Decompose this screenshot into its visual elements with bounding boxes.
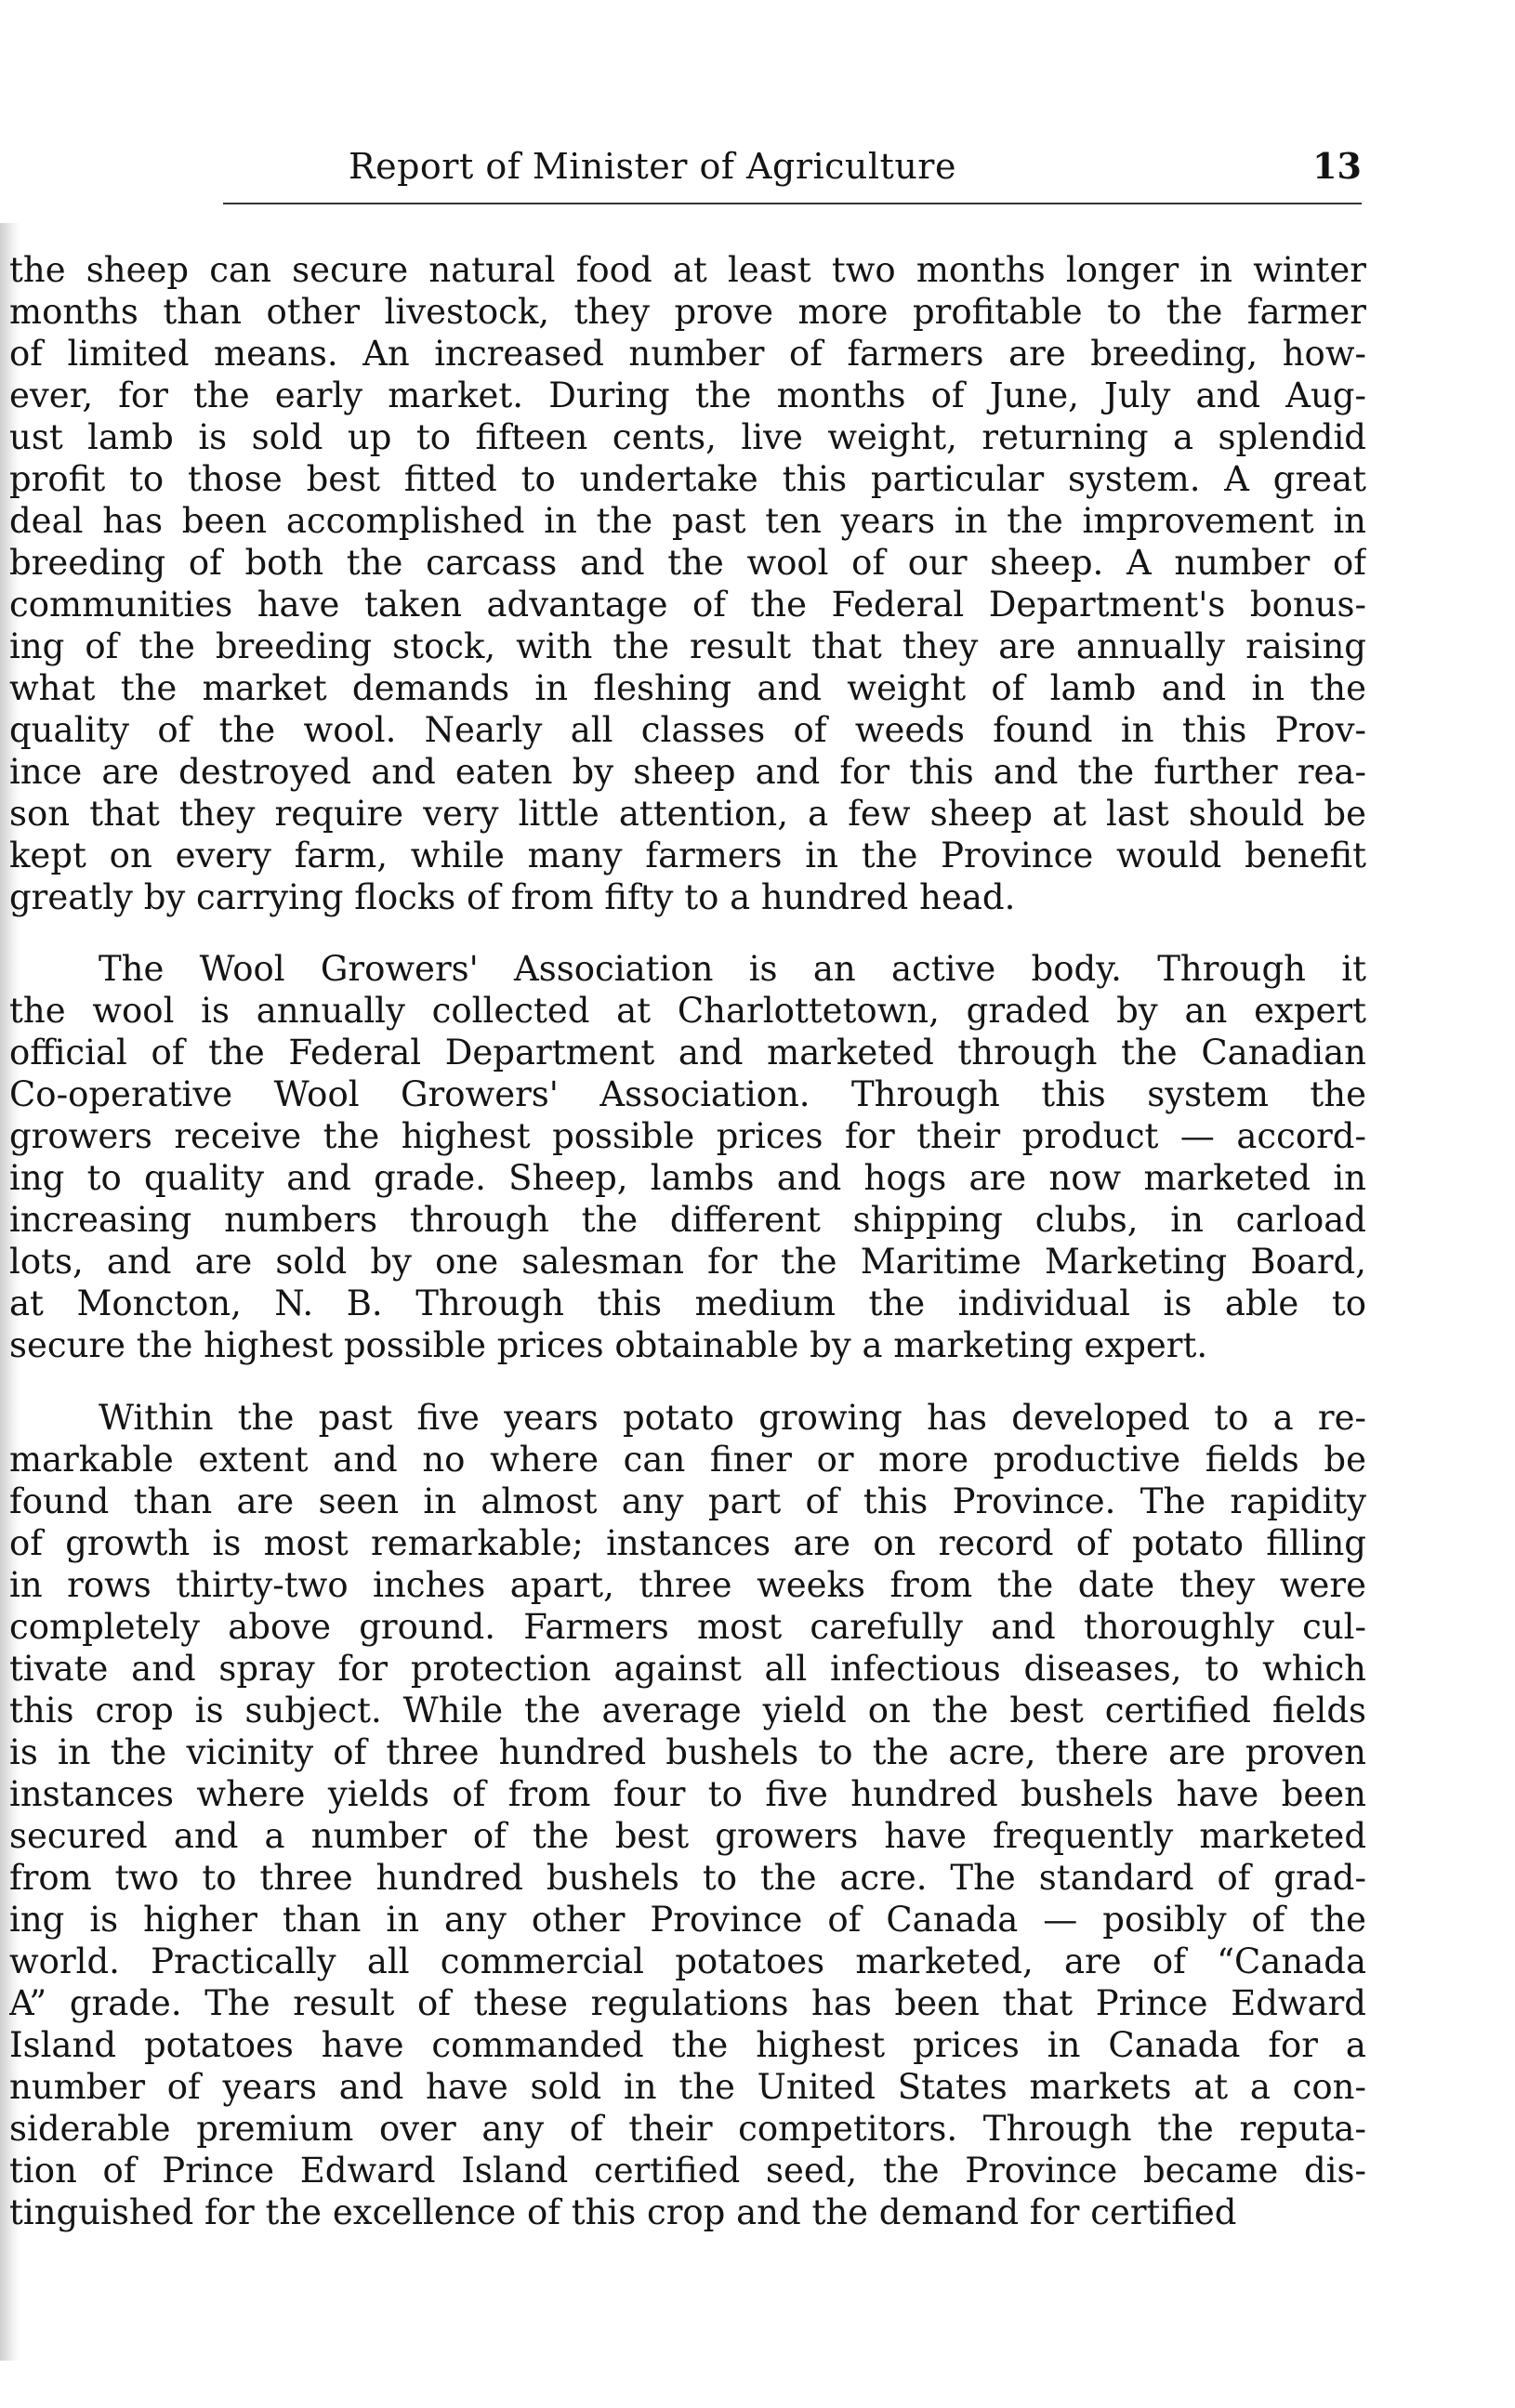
text-line: Island potatoes have commanded the highest prices in Canada for a xyxy=(9,2025,1366,2065)
paragraph xyxy=(9,948,1366,1366)
text-line: increasing numbers through the different shipping clubs, in carload xyxy=(9,1200,1366,1240)
text-line: at Moncton, N. B. Through this medium the individual is able to xyxy=(9,1283,1366,1323)
text-line: tivate and spray for protection against all infectious diseases, to which xyxy=(9,1649,1366,1689)
text-line: tinguished for the excellence of this crop and the demand for certified xyxy=(9,2192,1237,2232)
body-text xyxy=(9,249,1366,2233)
header-title: Report of Minister of Agriculture xyxy=(349,146,956,187)
text-line: ing is higher than in any other Province of Canada — posibly of the xyxy=(9,1900,1366,1940)
text-line: ever, for the early market. During the months of June, July and Aug- xyxy=(9,375,1366,415)
text-line: ust lamb is sold up to fifteen cents, live weight, returning a splendid xyxy=(9,417,1366,457)
paragraph-gap xyxy=(9,918,1366,948)
text-line: Within the past five years potato growing has developed to a re- xyxy=(99,1398,1366,1438)
header-rule xyxy=(223,203,1362,204)
text-line: instances where yields of from four to five hundred bushels have been xyxy=(9,1774,1366,1814)
text-line: the wool is annually collected at Charlottetown, graded by an expert xyxy=(9,991,1366,1031)
text-line: in rows thirty-two inches apart, three weeks from the date they were xyxy=(9,1565,1366,1605)
text-line: this crop is subject. While the average yield on the best certified fields xyxy=(9,1691,1366,1730)
text-line: ince are destroyed and eaten by sheep and for this and the further rea- xyxy=(9,752,1366,792)
text-line: kept on every farm, while many farmers in the Province would benefit xyxy=(9,836,1366,875)
text-line: months than other livestock, they prove more profitable to the farmer xyxy=(9,292,1366,332)
text-line: secured and a number of the best growers have frequently marketed xyxy=(9,1816,1366,1856)
text-line: of limited means. An increased number of farmers are breeding, how- xyxy=(9,334,1366,374)
text-line: A” grade. The result of these regulations has been that Prince Edward xyxy=(9,1983,1366,2023)
text-line: what the market demands in fleshing and weight of lamb and in the xyxy=(9,668,1366,708)
text-line: son that they require very little attention, a few sheep at last should be xyxy=(9,794,1366,834)
text-line: the sheep can secure natural food at least two months longer in winter xyxy=(9,250,1366,290)
text-line: completely above ground. Farmers most carefully and thoroughly cul- xyxy=(9,1607,1366,1647)
paragraph-gap xyxy=(9,1366,1366,1397)
page-number: 13 xyxy=(1312,145,1362,187)
text-line: is in the vicinity of three hundred bushels to the acre, there are proven xyxy=(9,1732,1366,1772)
text-line: deal has been accomplished in the past ten years in the improvement in xyxy=(9,501,1366,541)
running-header xyxy=(349,139,1362,193)
text-line: tion of Prince Edward Island certified seed, the Province became dis- xyxy=(9,2151,1366,2191)
text-line: from two to three hundred bushels to the acre. The standard of grad- xyxy=(9,1858,1366,1898)
text-line: growers receive the highest possible prices for their product — accord- xyxy=(9,1116,1366,1156)
text-line: quality of the wool. Nearly all classes of weeds found in this Prov- xyxy=(9,710,1366,750)
text-line: of growth is most remarkable; instances are on record of potato filling xyxy=(9,1523,1366,1563)
text-line: found than are seen in almost any part of this Province. The rapidity xyxy=(9,1481,1366,1521)
text-line: profit to those best fitted to undertake this particular system. A great xyxy=(9,459,1366,499)
text-line: ing of the breeding stock, with the result that they are annually raising xyxy=(9,626,1366,666)
text-line: breeding of both the carcass and the wool of our sheep. A number of xyxy=(9,543,1366,583)
text-line: greatly by carrying flocks of from fifty to a hundred head. xyxy=(9,877,1016,917)
text-line: communities have taken advantage of the Federal Department's bonus- xyxy=(9,585,1366,625)
text-line: siderable premium over any of their competitors. Through the reputa- xyxy=(9,2109,1366,2149)
text-line: ing to quality and grade. Sheep, lambs and hogs are now marketed in xyxy=(9,1158,1366,1198)
text-line: world. Practically all commercial potatoes marketed, are of “Canada xyxy=(9,1941,1366,1981)
paragraph xyxy=(9,1397,1366,2233)
paragraph xyxy=(9,249,1366,918)
text-line: The Wool Growers' Association is an active body. Through it xyxy=(99,949,1366,989)
text-line: secure the highest possible prices obtainable by a marketing expert. xyxy=(9,1325,1208,1365)
text-line: lots, and are sold by one salesman for the Maritime Marketing Board, xyxy=(9,1242,1366,1282)
text-line: markable extent and no where can finer or more productive fields be xyxy=(9,1440,1366,1480)
text-line: official of the Federal Department and marketed through the Canadian xyxy=(9,1033,1366,1072)
text-line: Co-operative Wool Growers' Association. Through this system the xyxy=(9,1074,1366,1114)
text-line: number of years and have sold in the United States markets at a con- xyxy=(9,2067,1366,2107)
